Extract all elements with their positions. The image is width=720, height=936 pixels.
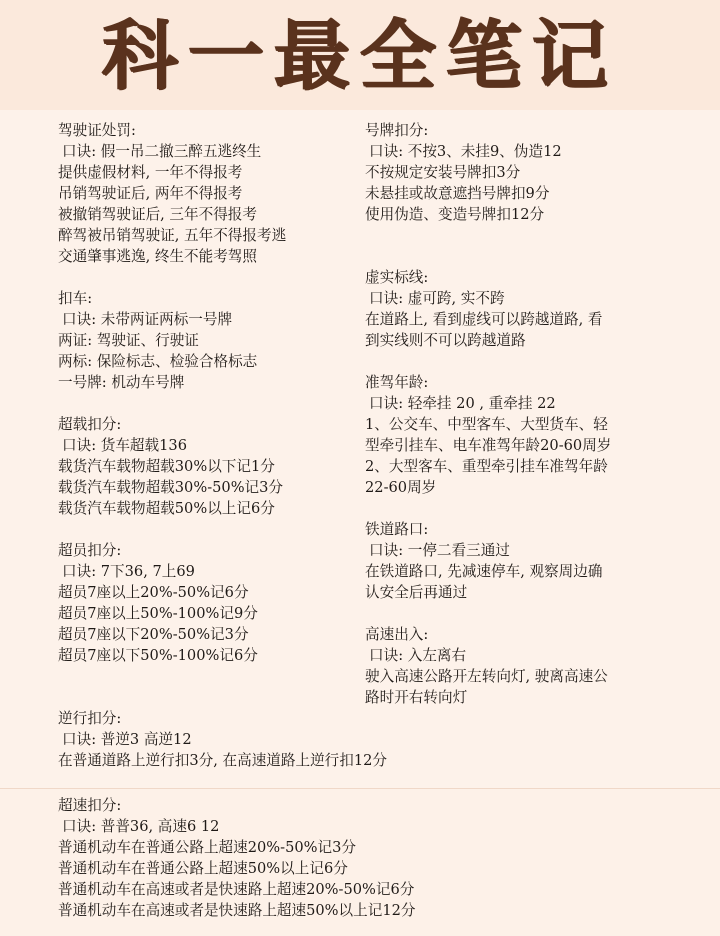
section-line: 两标: 保险标志、检验合格标志 <box>58 353 258 370</box>
divider <box>0 788 720 789</box>
section-license-penalty <box>58 120 358 267</box>
section-mnemonic: 口诀: 普普36, 高速6 12 <box>62 818 220 835</box>
section-line: 驶入高速公路开左转向灯, 驶离高速公 <box>365 668 608 685</box>
section-heading: 高速出入: <box>365 626 429 643</box>
section-reverse <box>58 708 698 771</box>
section-speeding <box>58 795 698 921</box>
section-mnemonic: 口诀: 虚可跨, 实不跨 <box>369 290 505 307</box>
page-title: 科一最全笔记 <box>102 11 618 100</box>
spacer <box>58 267 358 288</box>
section-line: 超员7座以下50%-100%记6分 <box>58 647 258 664</box>
section-heading: 超速扣分: <box>58 797 122 814</box>
section-mnemonic: 口诀: 轻牵挂 20 , 重牵挂 22 <box>369 395 556 412</box>
section-mnemonic: 口诀: 不按3、未挂9、伪造12 <box>369 143 562 160</box>
section-line: 22-60周岁 <box>365 479 437 496</box>
section-mnemonic: 口诀: 未带两证两标一号牌 <box>62 311 233 328</box>
spacer <box>58 519 358 540</box>
section-heading: 超员扣分: <box>58 542 122 559</box>
section-line: 醉驾被吊销驾驶证, 五年不得报考逃 <box>58 227 287 244</box>
spacer <box>365 246 665 267</box>
section-line: 载货汽车载物超载30%以下记1分 <box>58 458 275 475</box>
left-column <box>58 120 358 666</box>
section-heading: 超载扣分: <box>58 416 122 433</box>
section-line: 普通机动车在高速或者是快速路上超速20%-50%记6分 <box>58 881 415 898</box>
section-railway <box>365 519 665 603</box>
section-line: 被撤销驾驶证后, 三年不得报考 <box>58 206 257 223</box>
section-line: 使用伪造、变造号牌扣12分 <box>365 206 545 223</box>
section-heading: 扣车: <box>58 290 93 307</box>
section-line: 交通肇事逃逸, 终生不能考驾照 <box>58 248 257 265</box>
section-line: 超员7座以上50%-100%记9分 <box>58 605 258 622</box>
section-line: 2、大型客车、重型牵引挂车准驾年龄 <box>365 458 608 475</box>
section-line: 超员7座以下20%-50%记3分 <box>58 626 249 643</box>
section-lane-lines <box>365 267 665 351</box>
section-line: 载货汽车载物超载30%-50%记3分 <box>58 479 284 496</box>
section-line: 载货汽车载物超载50%以上记6分 <box>58 500 275 517</box>
section-highway-entry <box>365 624 665 708</box>
section-line: 未悬挂或故意遮挡号牌扣9分 <box>365 185 550 202</box>
section-line: 两证: 驾驶证、行驶证 <box>58 332 199 349</box>
section-overcapacity <box>58 540 358 666</box>
section-line: 吊销驾驶证后, 两年不得报考 <box>58 185 243 202</box>
section-heading: 准驾年龄: <box>365 374 429 391</box>
section-line: 1、公交车、中型客车、大型货车、轻 <box>365 416 608 433</box>
section-mnemonic: 口诀: 假一吊二撤三醉五逃终生 <box>62 143 262 160</box>
section-overload <box>58 414 358 519</box>
section-mnemonic: 口诀: 一停二看三通过 <box>369 542 510 559</box>
spacer <box>58 393 358 414</box>
section-vehicle-detain <box>58 288 358 393</box>
section-mnemonic: 口诀: 入左离右 <box>369 647 467 664</box>
section-line: 提供虚假材料, 一年不得报考 <box>58 164 243 181</box>
section-heading: 逆行扣分: <box>58 710 122 727</box>
section-mnemonic: 口诀: 普逆3 高逆12 <box>62 731 192 748</box>
section-line: 认安全后再通过 <box>365 584 468 601</box>
section-line: 普通机动车在高速或者是快速路上超速50%以上记12分 <box>58 902 416 919</box>
spacer <box>365 225 665 246</box>
section-line: 到实线则不可以跨越道路 <box>365 332 526 349</box>
section-mnemonic: 口诀: 7下36, 7上69 <box>62 563 195 580</box>
section-line: 路时开右转向灯 <box>365 689 468 706</box>
spacer <box>365 498 665 519</box>
section-line: 超员7座以上20%-50%记6分 <box>58 584 249 601</box>
section-line: 不按规定安装号牌扣3分 <box>365 164 521 181</box>
section-line: 一号牌: 机动车号牌 <box>58 374 185 391</box>
section-line: 普通机动车在普通公路上超速50%以上记6分 <box>58 860 348 877</box>
section-line: 型牵引挂车、电车准驾年龄20-60周岁 <box>365 437 612 454</box>
section-line: 在铁道路口, 先减速停车, 观察周边确 <box>365 563 603 580</box>
spacer <box>365 603 665 624</box>
section-heading: 号牌扣分: <box>365 122 429 139</box>
section-heading: 驾驶证处罚: <box>58 122 136 139</box>
right-column <box>365 120 665 708</box>
spacer <box>365 351 665 372</box>
section-plate <box>365 120 665 225</box>
section-heading: 虚实标线: <box>365 269 429 286</box>
section-age <box>365 372 665 498</box>
section-line: 在普通道路上逆行扣3分, 在高速道路上逆行扣12分 <box>58 752 388 769</box>
section-mnemonic: 口诀: 货车超载136 <box>62 437 187 454</box>
section-line: 普通机动车在普通公路上超速20%-50%记3分 <box>58 839 356 856</box>
section-line: 在道路上, 看到虚线可以跨越道路, 看 <box>365 311 603 328</box>
header-banner <box>0 0 720 110</box>
section-heading: 铁道路口: <box>365 521 429 538</box>
